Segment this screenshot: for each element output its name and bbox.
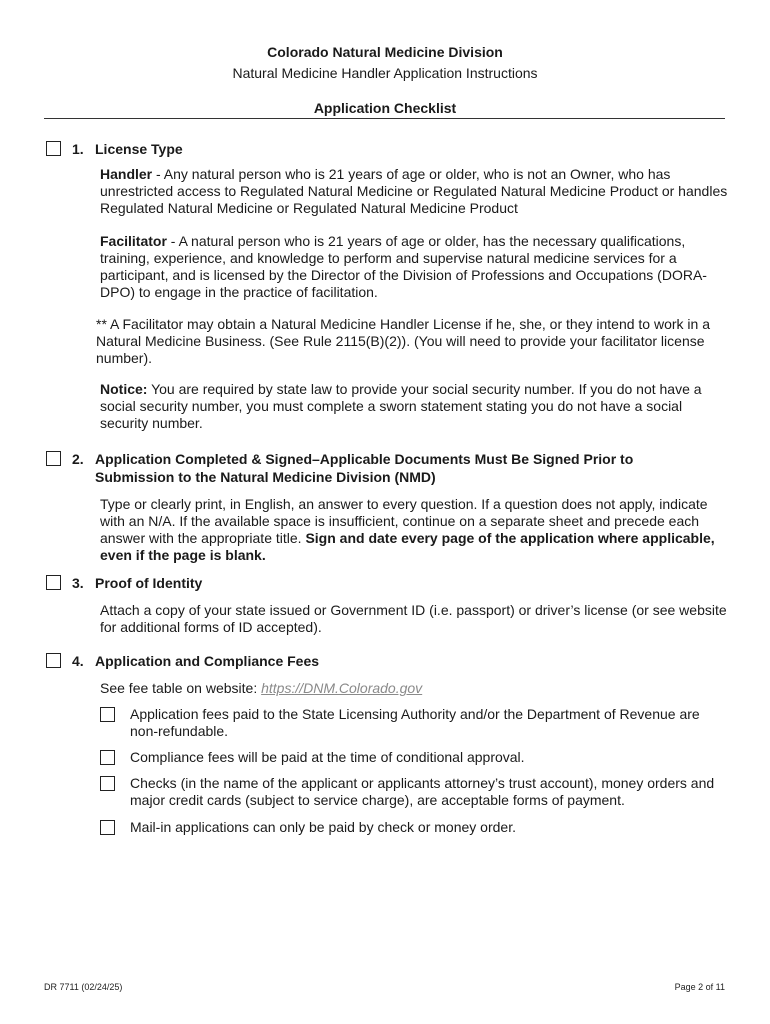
fee-website-link[interactable]: https://DNM.Colorado.gov — [261, 680, 423, 696]
notice-paragraph — [100, 381, 730, 432]
handler-text: - Any natural person who is 21 years of age or older, who is not an Owner, who has unrestricted access to Regulated Natural Medicine or Regulated Natural Medicine Product or handles Regulated Natural Medicine or Regulated Natural Medicine Product — [100, 166, 728, 216]
fee-item-3-checkbox[interactable] — [100, 776, 115, 791]
section-3-number: 3. — [72, 575, 84, 591]
section-3-text: Attach a copy of your state issued or Government ID (i.e. passport) or driver’s license (or see website for additional forms of ID accepted). — [100, 602, 727, 635]
section-2-checkbox[interactable] — [46, 451, 61, 466]
fee-prefix: See fee table on website: — [100, 680, 262, 696]
section-1-checkbox[interactable] — [46, 141, 61, 156]
section-1-title: License Type — [95, 141, 183, 157]
section-3-title: Proof of Identity — [95, 575, 203, 591]
section-1-number: 1. — [72, 141, 84, 157]
facilitator-text: - A natural person who is 21 years of age or older, has the necessary qualifications, training, experience, and knowledge to perform and supervise natural medicine services for a participant, and is licensed by the Director of the Division of Professions and Occupations (DORA-DPO) to engage in the practice of facilitation. — [100, 233, 707, 300]
fee-item-4: Mail-in applications can only be paid by check or money order. — [130, 819, 516, 835]
section-2-title-line1: Application Completed & Signed–Applicable Documents Must Be Signed Prior to — [95, 451, 634, 467]
page-number: Page 2 of 11 — [674, 982, 725, 992]
section-2-instructions — [100, 496, 730, 564]
section-2-text: Type or clearly print, in English, an answer to every question. If a question does not apply, indicate with an N/A. If the available space is insufficient, continue on a separate sheet and precede each answer with the appropriate title. — [100, 496, 708, 546]
notice-text: You are required by state law to provide your social security number. If you do not have a social security number, you must complete a sworn statement stating you do not have a social security number. — [100, 381, 702, 431]
fee-table-line — [100, 680, 730, 697]
handler-label: Handler — [100, 166, 153, 182]
fee-item-1: Application fees paid to the State Licensing Authority and/or the Department of Revenue are non-refundable. — [130, 706, 700, 739]
document-subtitle: Natural Medicine Handler Application Instructions — [232, 65, 538, 81]
fee-item-1-checkbox[interactable] — [100, 707, 115, 722]
checklist-title: Application Checklist — [313, 100, 457, 116]
header-divider — [44, 118, 725, 119]
section-4-checkbox[interactable] — [46, 653, 61, 668]
fee-item-4-checkbox[interactable] — [100, 820, 115, 835]
fee-item-3: Checks (in the name of the applicant or applicants attorney’s trust account), money orders and major credit cards (subject to service charge), are acceptable forms of payment. — [130, 775, 715, 808]
notice-label: Notice: — [100, 381, 148, 397]
facilitator-label: Facilitator — [100, 233, 167, 249]
section-4-title: Application and Compliance Fees — [95, 653, 320, 669]
fee-item-2: Compliance fees will be paid at the time of conditional approval. — [130, 749, 525, 765]
section-2-number: 2. — [72, 451, 84, 467]
facilitator-definition — [100, 233, 730, 301]
handler-definition — [100, 166, 730, 217]
fee-item-2-checkbox[interactable] — [100, 750, 115, 765]
facilitator-note: ** A Facilitator may obtain a Natural Medicine Handler License if he, she, or they intend to work in a Natural Medicine Business. (See Rule 2115(B)(2)). (You will need to provide your facilitator license number). — [96, 316, 710, 366]
section-2-text-bold: Sign and date every page of the application where applicable, even if the page is blank. — [100, 530, 715, 563]
org-title: Colorado Natural Medicine Division — [267, 44, 503, 60]
form-id: DR 7711 (02/24/25) — [44, 982, 123, 992]
section-2-title-line2: Submission to the Natural Medicine Division (NMD) — [95, 469, 436, 485]
section-4-number: 4. — [72, 653, 84, 669]
section-3-checkbox[interactable] — [46, 575, 61, 590]
